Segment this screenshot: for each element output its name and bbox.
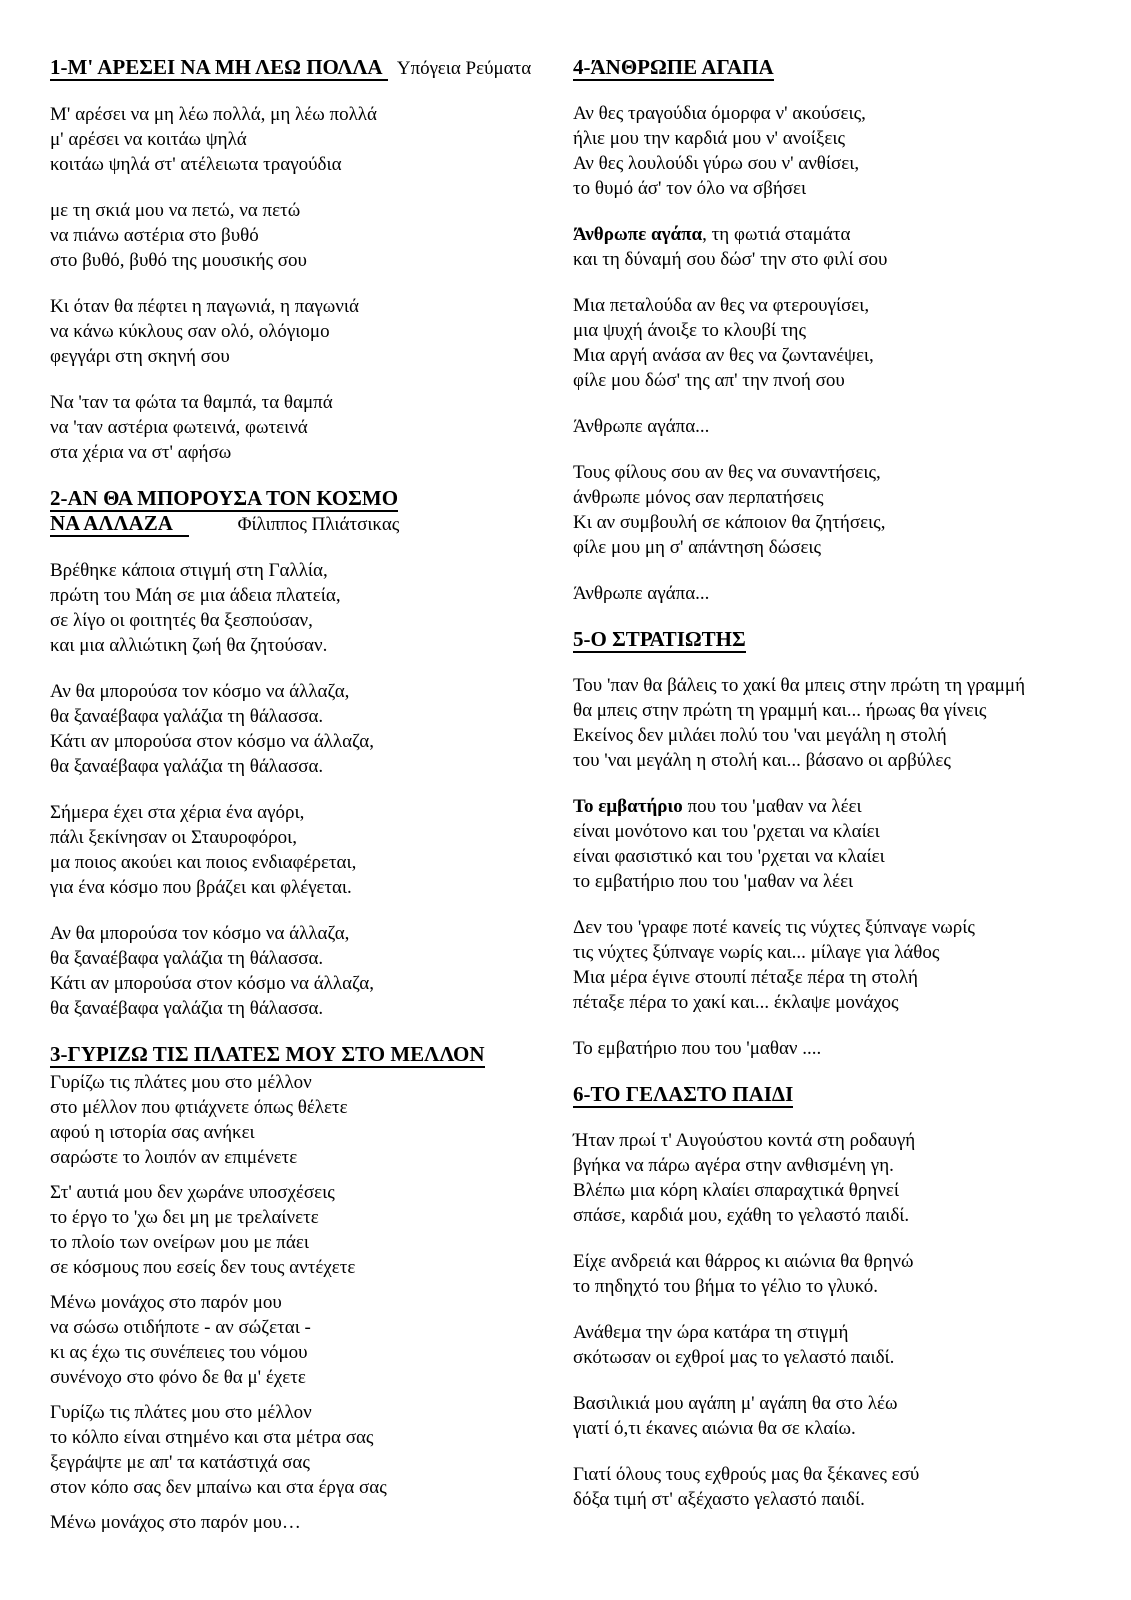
lyric-line: Ήταν πρωί τ' Αυγούστου κοντά στη ροδαυγή	[573, 1130, 916, 1151]
stanza	[573, 101, 1125, 201]
stanza	[50, 1070, 555, 1170]
song-title-text: 5-Ο ΣΤΡΑΤΙΩΤΗΣ	[573, 627, 746, 651]
stanza	[50, 1400, 555, 1500]
lyric-line: Δεν του 'γραφε ποτέ κανείς τις νύχτες ξύπναγε νωρίς	[573, 917, 975, 938]
lyric-line: στο μέλλον που φτιάχνετε όπως θέλετε	[50, 1097, 348, 1118]
lyric-line: Κάτι αν μπορούσα στον κόσμο να άλλαζα,	[50, 731, 374, 752]
lyric-line: μια ψυχή άνοιξε το κλουβί της	[573, 320, 806, 341]
lyric-line: μα ποιος ακούει και ποιος ενδιαφέρεται,	[50, 852, 357, 873]
lyric-line: το έργο το 'χω δει μη με τρελαίνετε	[50, 1207, 319, 1228]
lyric-line: Μια πεταλούδα αν θες να φτερουγίσει,	[573, 295, 870, 316]
stanza	[50, 1510, 555, 1535]
lyric-line: Κι όταν θα πέφτει η παγωνιά, η παγωνιά	[50, 296, 359, 317]
lyric-line: Αν θα μπορούσα τον κόσμο να άλλαζα,	[50, 681, 350, 702]
lyric-line: είναι μονότονο και του 'ρχεται να κλαίει	[573, 821, 880, 842]
lyric-line: φίλε μου μη σ' απάντηση δώσεις	[573, 537, 822, 558]
song-title-text: 2-ΑΝ ΘΑ ΜΠΟΡΟΥΣΑ ΤΟΝ ΚΟΣΜΟ	[50, 486, 399, 510]
stanza	[573, 1320, 1125, 1370]
lyric-line: άνθρωπε μόνος σαν περπατήσεις	[573, 487, 824, 508]
lyric-line: φεγγάρι στη σκηνή σου	[50, 346, 230, 367]
lyric-line: Βρέθηκε κάποια στιγμή στη Γαλλία,	[50, 560, 328, 581]
lyric-line: μ' αρέσει να κοιτάω ψηλά	[50, 129, 247, 150]
lyric-line: Να 'ταν τα φώτα τα θαμπά, τα θαμπά	[50, 392, 333, 413]
stanza	[50, 800, 555, 900]
song-title-line	[573, 1082, 1125, 1107]
stanza	[573, 414, 1125, 439]
stanza	[50, 390, 555, 465]
lyric-line: στον κόπο σας δεν μπαίνω και στα έργα σας	[50, 1477, 387, 1498]
lyric-line: του 'ναι μεγάλη η στολή και... βάσανο οι αρβύλες	[573, 750, 951, 771]
lyric-line: Σήμερα έχει στα χέρια ένα αγόρι,	[50, 802, 305, 823]
lyric-line: Ανάθεμα την ώρα κατάρα τη στιγμή	[573, 1322, 849, 1343]
lyric-line: το εμβατήριο που του 'μαθαν να λέει	[573, 871, 854, 892]
lyric-line: Εκείνος δεν μιλάει πολύ του 'ναι μεγάλη η στολή	[573, 725, 947, 746]
lyric-line: φίλε μου δώσ' της απ' την πνοή σου	[573, 370, 845, 391]
left-column	[50, 55, 555, 1535]
lyric-line: ξεγράψτε με απ' τα κατάστιχά σας	[50, 1452, 310, 1473]
lyric-line: θα ξαναέβαφα γαλάζια τη θάλασσα.	[50, 948, 324, 969]
lyric-line: στα χέρια να στ' αφήσω	[50, 442, 232, 463]
stanza	[573, 1462, 1125, 1512]
lyric-line: και τη δύναμή σου δώσ' την στο φιλί σου	[573, 249, 888, 270]
lyric-line: Άνθρωπε αγάπα...	[573, 583, 710, 604]
lyric-line: Βασιλικιά μου αγάπη μ' αγάπη θα στο λέω	[573, 1393, 898, 1414]
lyric-line: Γυρίζω τις πλάτες μου στο μέλλον	[50, 1402, 312, 1423]
lyric-line: Αν θες λουλούδι γύρω σου ν' ανθίσει,	[573, 153, 860, 174]
lyric-line: Μένω μονάχος στο παρόν μου…	[50, 1512, 301, 1533]
lyric-line: και μια αλλιώτικη ζωή θα ζητούσαν.	[50, 635, 328, 656]
stanza	[50, 558, 555, 658]
lyric-line: Γιατί όλους τους εχθρούς μας θα ξέκανες εσύ	[573, 1464, 920, 1485]
lyric-line: σαρώστε το λοιπόν αν επιμένετε	[50, 1147, 298, 1168]
lyric-text: που του 'μαθαν να λέει	[682, 796, 862, 817]
song-title-line	[573, 55, 1125, 80]
song-4	[573, 55, 1125, 606]
lyric-text: , τη φωτιά σταμάτα	[702, 224, 851, 245]
song-heading	[50, 1042, 555, 1067]
stanza	[573, 1036, 1125, 1061]
lyric-line: Μένω μονάχος στο παρόν μου	[50, 1292, 282, 1313]
stanza	[50, 1290, 555, 1390]
stanza	[573, 915, 1125, 1015]
lyric-line: αφού η ιστορία σας ανήκει	[50, 1122, 255, 1143]
lyric-line: κι ας έχω τις συνέπειες του νόμου	[50, 1342, 308, 1363]
lyric-line: Αν θες τραγούδια όμορφα ν' ακούσεις,	[573, 103, 866, 124]
lyric-line: Αν θα μπορούσα τον κόσμο να άλλαζα,	[50, 923, 350, 944]
lyric-line: να κάνω κύκλους σαν ολό, ολόγιομο	[50, 321, 330, 342]
lyric-line: πέταξε πέρα το χακί και... έκλαψε μονάχος	[573, 992, 899, 1013]
lyric-line: θα ξαναέβαφα γαλάζια τη θάλασσα.	[50, 706, 324, 727]
lyric-line: το πηδηχτό του βήμα το γέλιο το γλυκό.	[573, 1276, 878, 1297]
artist-name: Υπόγεια Ρεύματα	[396, 58, 532, 79]
song-title-line	[50, 486, 555, 511]
stanza	[50, 679, 555, 779]
lyric-line: γιατί ό,τι έκανες αιώνια θα σε κλαίω.	[573, 1418, 856, 1439]
lyric-line: Τους φίλους σου αν θες να συναντήσεις,	[573, 462, 881, 483]
lyric-line: να σώσω οτιδήποτε - αν σώζεται -	[50, 1317, 311, 1338]
song-title-line	[573, 627, 1125, 652]
lyric-line: το κόλπο είναι στημένο και στα μέτρα σας	[50, 1427, 374, 1448]
song-title-text: 3-ΓΥΡΙΖΩ ΤΙΣ ΠΛΑΤΕΣ ΜΟΥ ΣΤΟ ΜΕΛΛΟΝ	[50, 1042, 485, 1066]
lyric-line: Κάτι αν μπορούσα στον κόσμο να άλλαζα,	[50, 973, 374, 994]
song-5	[573, 627, 1125, 1061]
lyric-line: πρώτη του Μάη σε μια άδεια πλατεία,	[50, 585, 341, 606]
lyric-line	[573, 794, 1125, 819]
lyric-line: βγήκα να πάρω αγέρα στην ανθισμένη γη.	[573, 1155, 894, 1176]
lyric-line: Άνθρωπε αγάπα...	[573, 416, 710, 437]
lyric-line: κοιτάω ψηλά στ' ατέλειωτα τραγούδια	[50, 154, 342, 175]
song-heading	[573, 627, 1125, 652]
lyric-line: θα μπεις στην πρώτη τη γραμμή και... ήρωας θα γίνεις	[573, 700, 987, 721]
bold-lyric-text: Άνθρωπε αγάπα	[573, 224, 703, 245]
song-3	[50, 1042, 555, 1535]
stanza	[50, 921, 555, 1021]
song-title-text: 6-ΤΟ ΓΕΛΑΣΤΟ ΠΑΙΔΙ	[573, 1082, 794, 1106]
stanza	[50, 102, 555, 177]
lyric-line: Του 'παν θα βάλεις το χακί θα μπεις στην πρώτη τη γραμμή	[573, 675, 1026, 696]
stanza	[573, 794, 1125, 894]
lyric-line: Γυρίζω τις πλάτες μου στο μέλλον	[50, 1072, 312, 1093]
lyric-line: Μ' αρέσει να μη λέω πολλά, μη λέω πολλά	[50, 104, 377, 125]
stanza	[573, 1391, 1125, 1441]
lyric-line: πάλι ξεκίνησαν οι Σταυροφόροι,	[50, 827, 297, 848]
stanza	[573, 581, 1125, 606]
lyric-line: Είχε ανδρειά και θάρρος κι αιώνια θα θρηνώ	[573, 1251, 914, 1272]
lyric-line: ήλιε μου την καρδιά μου ν' ανοίξεις	[573, 128, 845, 149]
stanza	[50, 294, 555, 369]
song-title-text: 4-ΆΝΘΡΩΠΕ ΑΓΑΠΑ	[573, 55, 774, 79]
lyric-line: σε λίγο οι φοιτητές θα ξεσπούσαν,	[50, 610, 313, 631]
lyric-line: σκότωσαν οι εχθροί μας το γελαστό παιδί.	[573, 1347, 895, 1368]
lyric-line: Μια μέρα έγινε στουπί πέταξε πέρα τη στολή	[573, 967, 918, 988]
lyric-line: Κι αν συμβουλή σε κάποιον θα ζητήσεις,	[573, 512, 886, 533]
song-title-line	[50, 1042, 555, 1067]
lyric-line: το πλοίο των ονείρων μου με πάει	[50, 1232, 309, 1253]
lyric-line	[573, 222, 1125, 247]
stanza	[573, 673, 1125, 773]
stanza	[573, 222, 1125, 272]
lyric-line: σπάσε, καρδιά μου, εχάθη το γελαστό παιδί.	[573, 1205, 910, 1226]
lyric-line: να 'ταν αστέρια φωτεινά, φωτεινά	[50, 417, 308, 438]
right-column	[573, 55, 1125, 1512]
lyric-line: Στ' αυτιά μου δεν χωράνε υποσχέσεις	[50, 1182, 335, 1203]
artist-name: Φίλιππος Πλιάτσικας	[237, 514, 400, 535]
lyric-line: να πιάνω αστέρια στο βυθό	[50, 225, 259, 246]
bold-lyric-text: Το εμβατήριο	[573, 796, 683, 817]
lyric-line: στο βυθό, βυθό της μουσικής σου	[50, 250, 307, 271]
stanza	[573, 460, 1125, 560]
song-1	[50, 55, 555, 465]
song-title-text: 1-Μ' ΑΡΕΣΕΙ ΝΑ ΜΗ ΛΕΩ ΠΟΛΛΑ	[50, 55, 388, 79]
song-heading	[50, 55, 555, 81]
song-heading	[573, 55, 1125, 80]
lyric-line: με τη σκιά μου να πετώ, να πετώ	[50, 200, 301, 221]
lyric-line: τις νύχτες ξύπναγε νωρίς και... μίλαγε για λάθος	[573, 942, 940, 963]
lyric-line: σε κόσμους που εσείς δεν τους αντέχετε	[50, 1257, 356, 1278]
song-heading	[573, 1082, 1125, 1107]
stanza	[573, 1128, 1125, 1228]
song-2	[50, 486, 555, 1021]
stanza	[50, 198, 555, 273]
lyric-line: Μια αργή ανάσα αν θες να ζωντανέψει,	[573, 345, 874, 366]
song-title-line	[50, 55, 555, 81]
stanza	[50, 1180, 555, 1280]
stanza	[573, 293, 1125, 393]
lyric-line: Το εμβατήριο που του 'μαθαν ....	[573, 1038, 822, 1059]
lyric-line: για ένα κόσμο που βράζει και φλέγεται.	[50, 877, 352, 898]
lyric-line: συνένοχο στο φόνο δε θα μ' έχετε	[50, 1367, 306, 1388]
song-heading	[50, 486, 555, 537]
lyric-line: το θυμό άσ' τον όλο να σβήσει	[573, 178, 807, 199]
stanza	[573, 1249, 1125, 1299]
lyric-line: δόξα τιμή στ' αξέχαστο γελαστό παιδί.	[573, 1489, 865, 1510]
song-title-text: ΝΑ ΑΛΛΑΖΑ	[50, 511, 189, 535]
song-6	[573, 1082, 1125, 1512]
lyric-line: Βλέπω μια κόρη κλαίει σπαραχτικά θρηνεί	[573, 1180, 899, 1201]
lyric-line: θα ξαναέβαφα γαλάζια τη θάλασσα.	[50, 756, 324, 777]
lyric-line: είναι φασιστικό και του 'ρχεται να κλαίει	[573, 846, 885, 867]
song-title-line	[50, 511, 555, 537]
lyric-line: θα ξαναέβαφα γαλάζια τη θάλασσα.	[50, 998, 324, 1019]
